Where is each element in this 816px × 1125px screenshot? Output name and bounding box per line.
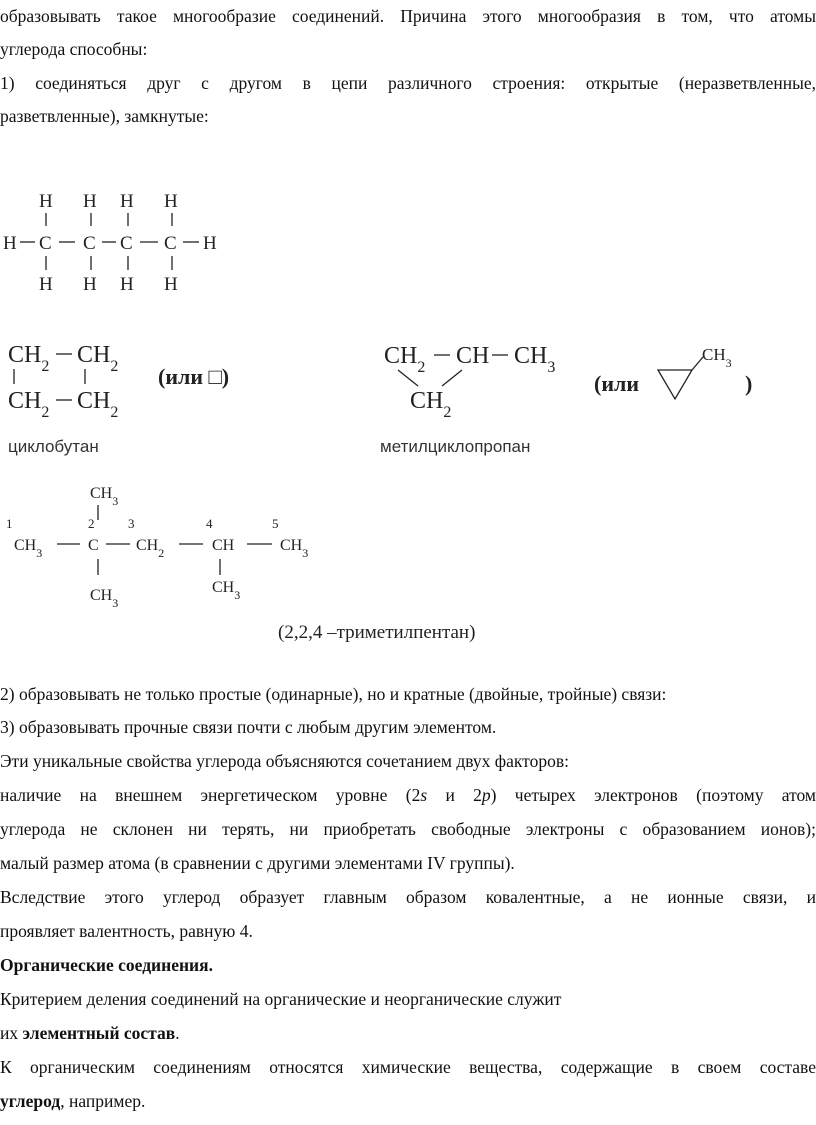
atom-h: H bbox=[39, 191, 53, 212]
trimethylpentane-caption: (2,2,4 –триметилпентан) bbox=[278, 622, 476, 643]
trimethylpentane-structure bbox=[6, 485, 475, 643]
group-ch2: $CH_2$ bbox=[77, 342, 119, 375]
text-p9-line2: углерод, например. bbox=[0, 1091, 146, 1111]
group-ch3: $CH_3$ bbox=[280, 537, 309, 560]
text-p8-line2: их элементный состав. bbox=[0, 1023, 180, 1043]
atom-h: H bbox=[3, 233, 17, 254]
group-ch2: $CH_2$ bbox=[384, 343, 426, 376]
text-p2: 2) образовывать не только простые (одинарные), но и кратные (двойные, тройные) связи: bbox=[0, 684, 667, 704]
triangle-icon bbox=[658, 370, 692, 399]
position-number: 1 bbox=[6, 516, 13, 531]
group-ch3: $CH_3$ bbox=[14, 537, 43, 560]
group-ch3: $CH_3$ bbox=[90, 587, 119, 610]
position-number: 2 bbox=[88, 516, 95, 531]
text-p7-line2: проявляет валентность, равную 4. bbox=[0, 921, 253, 941]
atom-h: H bbox=[120, 274, 134, 295]
position-number: 4 bbox=[206, 516, 213, 531]
group-ch3: $CH_3$ bbox=[514, 343, 556, 376]
bond bbox=[398, 370, 418, 386]
butane-structure bbox=[3, 191, 217, 295]
group-ch: CH bbox=[212, 537, 235, 554]
methylcyclopropane-caption: метилциклопропан bbox=[380, 437, 531, 456]
group-ch2: $CH_2$ bbox=[8, 342, 50, 375]
atom-c: C bbox=[120, 233, 133, 254]
atom-h: H bbox=[120, 191, 134, 212]
bond bbox=[442, 370, 462, 386]
text-p8-line1: Критерием деления соединений на органические и неорганические служит bbox=[0, 989, 562, 1009]
group-ch2: $CH_2$ bbox=[136, 537, 165, 560]
atom-h: H bbox=[164, 274, 178, 295]
group-ch: CH bbox=[456, 343, 490, 369]
text-p3: 3) образовывать прочные связи почти с любым другим элементом. bbox=[0, 717, 497, 737]
atom-h: H bbox=[39, 274, 53, 295]
text-line-2: углерода способны: bbox=[0, 39, 148, 59]
atom-c: C bbox=[88, 537, 99, 554]
group-ch3: $CH_3$ bbox=[90, 485, 119, 508]
atom-c: C bbox=[39, 233, 52, 254]
text-p7-line1: Вследствие этого углерод образует главным образом ковалентные, а не ионные связи, и bbox=[0, 887, 816, 907]
atom-c: C bbox=[164, 233, 177, 254]
group-ch2: $CH_2$ bbox=[8, 388, 50, 421]
text-p5-line1: наличие на внешнем энергетическом уровне (2s и 2p) четырех электронов (поэтому атом bbox=[0, 785, 816, 805]
text-p9-line1: К органическим соединениям относятся химические вещества, содержащие в своем составе bbox=[0, 1057, 816, 1077]
text-p4: Эти уникальные свойства углерода объясняются сочетанием двух факторов: bbox=[0, 751, 569, 771]
group-ch2: $CH_2$ bbox=[410, 388, 452, 421]
group-ch3: $CH_3$ bbox=[212, 579, 241, 602]
alt-notation: (или □) bbox=[158, 364, 230, 389]
cyclobutane-caption: циклобутан bbox=[8, 437, 99, 456]
atom-c: C bbox=[83, 233, 96, 254]
text-line-3: 1) соединяться друг с другом в цепи различного строения: открытые (неразветвленные, bbox=[0, 73, 816, 93]
group-ch3: $CH_3$ bbox=[702, 345, 732, 370]
text-p5-line2: углерода не склонен ни терять, ни приобретать свободные электроны с образованием ионов); bbox=[0, 819, 816, 839]
text-line-1: образовывать такое многообразие соединений. Причина этого многообразия в том, что атомы bbox=[0, 6, 816, 26]
atom-h: H bbox=[203, 233, 217, 254]
text-line-4: разветвленные), замкнутые: bbox=[0, 106, 209, 126]
atom-h: H bbox=[83, 274, 97, 295]
text-p6: малый размер атома (в сравнении с другими элементами IV группы). bbox=[0, 853, 515, 873]
close-paren: ) bbox=[745, 371, 753, 396]
group-ch2: $CH_2$ bbox=[77, 388, 119, 421]
atom-h: H bbox=[164, 191, 178, 212]
cyclobutane-structure bbox=[8, 342, 229, 456]
methylcyclopropane-structure bbox=[380, 343, 752, 456]
alt-notation: (или bbox=[594, 371, 640, 396]
section-heading: Органические соединения. bbox=[0, 955, 213, 975]
position-number: 5 bbox=[272, 516, 279, 531]
position-number: 3 bbox=[128, 516, 135, 531]
atom-h: H bbox=[83, 191, 97, 212]
